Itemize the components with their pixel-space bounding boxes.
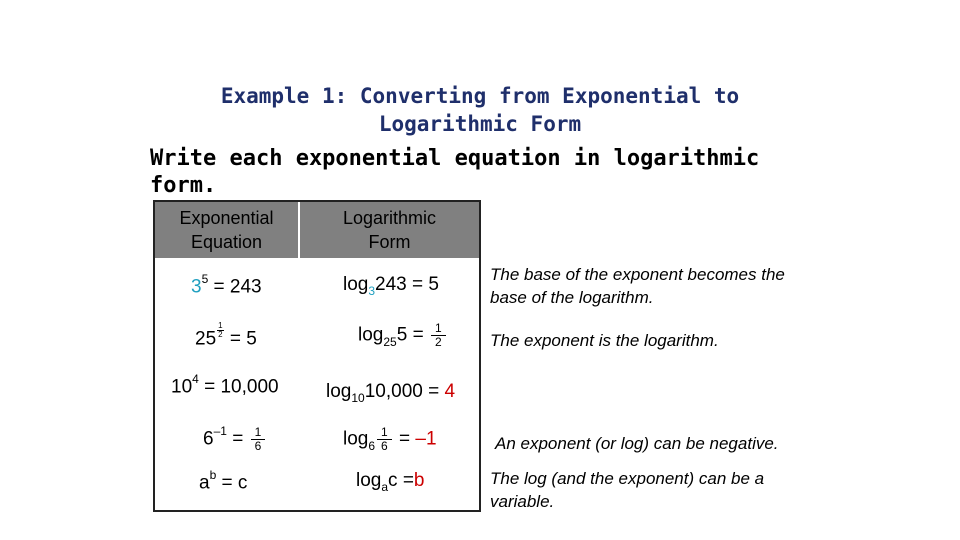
title-line-1: Example 1: Converting from Exponential to <box>220 84 740 108</box>
row4-log-rest: = <box>393 428 416 450</box>
row5-exp-base: a <box>199 472 210 494</box>
row3-exp-power: 4 <box>192 372 199 386</box>
row2-exp-fraction <box>217 322 223 339</box>
row4-log-prefix: log <box>343 428 369 450</box>
row4-exp-rest: = <box>226 428 249 450</box>
row2-exponential <box>195 322 257 350</box>
row2-log-frac-num: 1 <box>431 322 446 336</box>
title-line-2: Logarithmic Form <box>378 112 582 136</box>
row5-log-answer: b <box>413 470 425 491</box>
header-col2-line2: Form <box>368 232 411 252</box>
note-exponent-is-log: The exponent is the logarithm. <box>490 331 719 350</box>
row5-exp-rest: = c <box>216 472 248 494</box>
row4-exp-fraction <box>251 426 266 453</box>
row1-log-base: 3 <box>368 284 376 298</box>
row4-log-frac-num: 1 <box>377 426 392 440</box>
row2-logarithmic <box>358 322 448 349</box>
row4-log-frac-den: 6 <box>381 439 388 453</box>
header-col2-line1: Logarithmic <box>342 208 437 228</box>
row5-log-base: a <box>381 480 389 494</box>
header-col1-line2: Equation <box>190 232 263 252</box>
row3-log-rest: 10,000 = <box>364 381 445 402</box>
row1-exp-rest: = 243 <box>208 276 262 298</box>
row3-log-prefix: log <box>326 381 352 402</box>
note-base-becomes-base: The base of the exponent becomes the base of the logarithm. <box>490 265 785 307</box>
row2-exp-frac-num: 1 <box>218 321 223 330</box>
row3-logarithmic <box>326 381 455 403</box>
row1-log-prefix: log <box>343 274 369 295</box>
row3-log-base: 10 <box>351 391 365 405</box>
row2-exp-rest: = 5 <box>224 328 257 350</box>
row5-exp-power: b <box>209 468 217 482</box>
row4-exp-power: –1 <box>213 424 227 439</box>
row4-log-fraction <box>377 426 392 453</box>
row5-log-prefix: log <box>356 470 382 491</box>
row4-exp-frac-num: 1 <box>251 426 266 440</box>
row4-exponential <box>203 426 267 453</box>
note-negative: An exponent (or log) can be negative. <box>495 434 779 453</box>
row2-log-prefix: log <box>358 324 384 346</box>
row1-logarithmic <box>343 274 439 296</box>
row4-log-answer: –1 <box>415 428 437 450</box>
row2-log-base: 25 <box>383 334 397 349</box>
slide-title <box>0 82 960 138</box>
note-variable: The log (and the exponent) can be a variable. <box>490 469 765 511</box>
conversion-table <box>153 200 481 512</box>
row3-exponential <box>171 374 279 398</box>
row3-exp-rest: = 10,000 <box>198 376 279 398</box>
header-exponential-equation <box>155 202 298 258</box>
row5-log-rest: c = <box>388 470 414 491</box>
header-logarithmic-form <box>300 202 479 258</box>
row1-exp-power: 5 <box>201 272 209 286</box>
row1-log-rest: 243 = 5 <box>375 274 439 295</box>
header-col1-line1: Exponential <box>179 208 274 228</box>
row5-logarithmic <box>356 470 425 492</box>
row2-exp-frac-den: 2 <box>218 330 223 339</box>
row5-exponential <box>199 470 247 494</box>
row2-exp-base: 25 <box>195 328 217 350</box>
row3-exp-base: 10 <box>171 376 193 398</box>
row1-exp-base: 3 <box>191 276 202 298</box>
instruction-text: Write each exponential equation in logarithmic form. <box>150 146 760 198</box>
row2-log-rest: 5 = <box>396 324 429 346</box>
row4-exp-frac-den: 6 <box>254 439 262 453</box>
row4-log-base: 6 <box>368 438 376 453</box>
row1-exponential <box>191 274 262 298</box>
row2-log-fraction <box>431 322 446 349</box>
row2-log-frac-den: 2 <box>434 335 442 349</box>
row3-log-answer: 4 <box>444 381 456 402</box>
row4-exp-base: 6 <box>203 428 214 450</box>
row4-logarithmic <box>343 426 437 453</box>
